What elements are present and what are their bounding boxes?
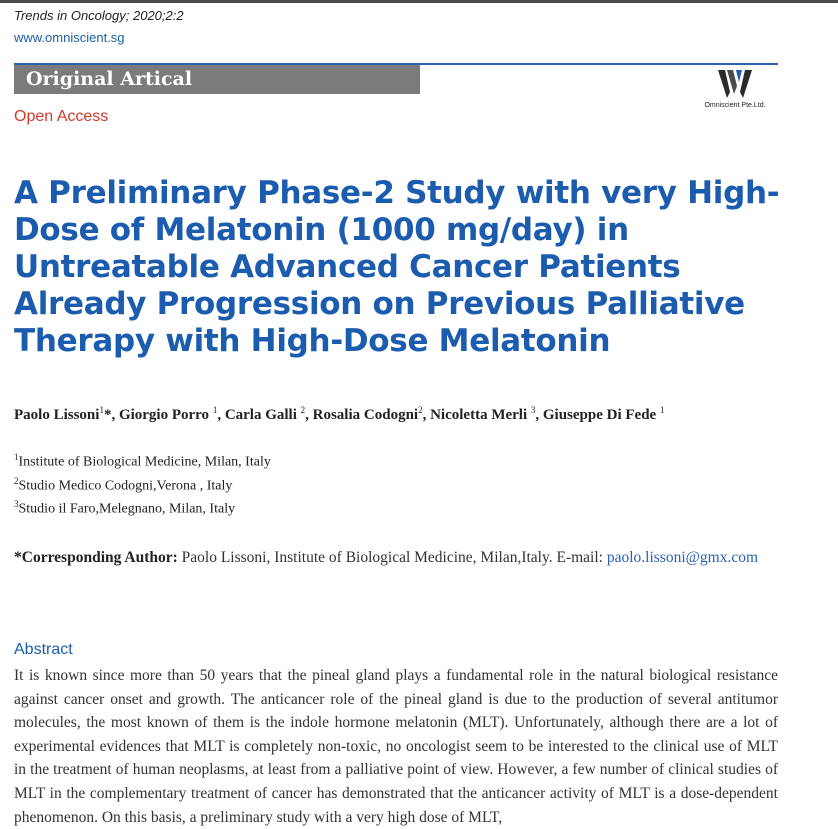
article-type-banner: Original Artical xyxy=(14,65,420,94)
abstract-heading: Abstract xyxy=(14,641,73,658)
affiliation-1: $^1$Institute of Biological Medicine, Milan, Italy xyxy=(14,452,271,470)
abstract-text: It is known since more than 50 years that the pineal gland plays a fundamental role in the natural biological resistance against cancer onset and growth. The anticancer role of the pineal gland is due to the production of several antitumor molecules, the most known of them is the indole hormone melatonin (MLT). Unfortunately, although there are a lot of experimental evidences that MLT is completely non-toxic, no oncologist seem to be interested to the clinical use of MLT in the treatment of human neoplasms, at least from a palliative point of view. However, a few number of clinical studies of MLT in the complementary treatment of cancer has demonstrated that the anticancer activity of MLT is a dose-dependent phenomenon. On this basis, a preliminary study with a very high dose of MLT, xyxy=(14,667,778,826)
omniscient-logo-icon xyxy=(718,70,752,98)
affiliation-2: $^2$Studio Medico Codogni,Verona , Italy xyxy=(14,476,233,494)
author-list: Paolo Lissoni$^1$*, Giorgio Porro $^1$, Carla Galli $^2$, Rosalia Codogni$^2$, Nicoletta Merli $^3$, Giuseppe Di Fede $^1$ xyxy=(14,405,665,423)
journal-citation: Trends in Oncology; 2020;2:2 xyxy=(14,8,184,23)
author-name: Giuseppe Di Fede xyxy=(542,407,660,423)
author-name: Giorgio Porro xyxy=(118,407,213,423)
corresponding-label: *Corresponding Author: xyxy=(14,549,178,566)
publisher-name: Omniscient Pte.Ltd. xyxy=(704,102,766,109)
email-link[interactable]: paolo.lissoni@gmx.com xyxy=(606,549,759,566)
corresponding-author: *Corresponding Author: Paolo Lissoni, Institute of Biological Medicine, Milan,Italy. E-mail: paolo.lissoni@gmx.com xyxy=(14,549,759,566)
top-border xyxy=(0,0,838,3)
author-name: Paolo Lissoni xyxy=(14,407,100,423)
author-name: Nicoletta Merli xyxy=(430,407,531,423)
author-name: Carla Galli xyxy=(224,407,301,423)
open-access-label: Open Access xyxy=(14,108,109,125)
journal-website-link[interactable]: www.omniscient.sg xyxy=(14,30,125,45)
author-name: Rosalia Codogni xyxy=(312,407,419,423)
affiliation-3: $^3$Studio il Faro,Melegnano, Milan, Italy xyxy=(14,499,236,517)
publisher-logo xyxy=(690,70,780,109)
article-title: A Preliminary Phase-2 Study with very High-Dose of Melatonin (1000 mg/day) in Untreatable Advanced Cancer Patients Already Progression on Previous Palliative Therapy with High-Dose Melatonin xyxy=(14,175,780,359)
